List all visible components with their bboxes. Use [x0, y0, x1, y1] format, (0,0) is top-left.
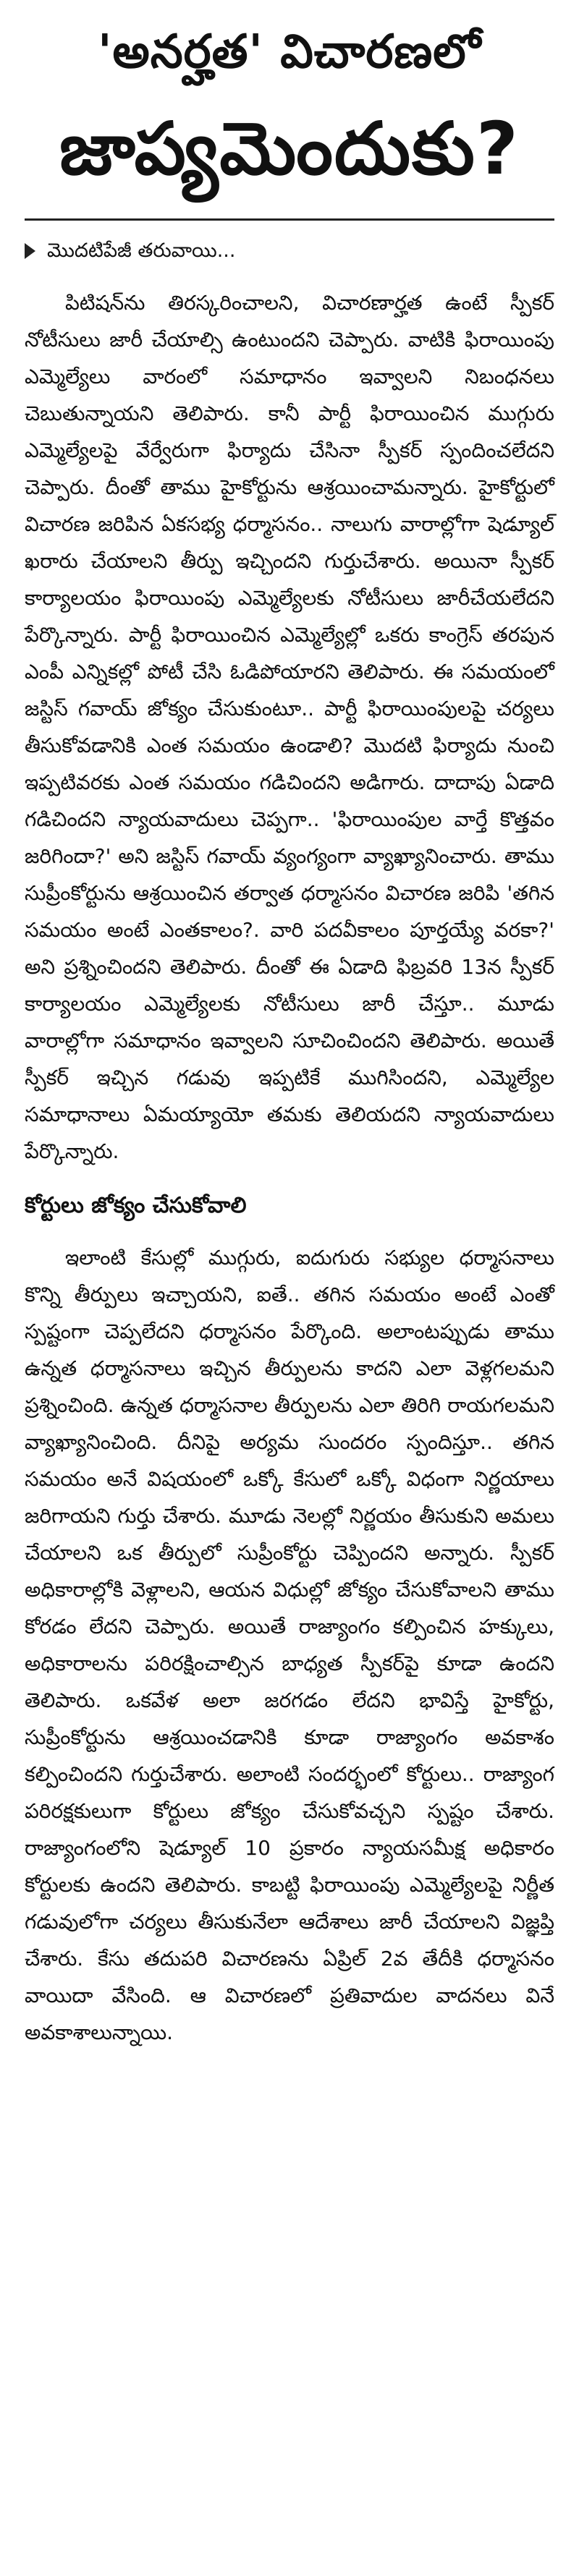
- headline: [25, 13, 554, 207]
- continued-label: మొదటిపేజీ తరువాయి...: [47, 239, 236, 262]
- continued-from-front-page: [25, 237, 554, 265]
- section-heading: కోర్టులు జోక్యం చేసుకోవాలి: [25, 1193, 247, 1218]
- headline-divider: [25, 218, 554, 221]
- arrow-right-icon: [25, 243, 35, 259]
- article-body: [25, 284, 554, 2051]
- article-paragraph: పిటిషన్‌ను తిరస్కరించాలని, విచారణార్హత ఉంటే స్పీకర్ నోటీసులు జారీ చేయాల్సి ఉంటుందని చెప్పారు. వాటికి ఫిరాయింపు ఎమ్మెల్యేలు వారంలో సమాధానం ఇవ్వాలని నిబంధనలు చెబుతున్నాయని తెలిపారు. కానీ పార్టీ ఫిరాయించిన ముగ్గురు ఎమ్మెల్యేలపై వేర్వేరుగా ఫిర్యాదు చేసినా స్పీకర్ స్పందించలేదని చెప్పారు. దీంతో తాము హైకోర్టును ఆశ్రయించామన్నారు. హైకోర్టులో విచారణ జరిపిన ఏకసభ్య ధర్మాసనం.. నాలుగు వారాల్లోగా షెడ్యూల్ ఖరారు చేయాలని తీర్పు ఇచ్చిందని గుర్తుచేశారు. అయినా స్పీకర్ కార్యాలయం ఫిరాయింపు ఎమ్మెల్యేలకు నోటీసులు జారీచేయలేదని పేర్కొన్నారు. పార్టీ ఫిరాయించిన ఎమ్మెల్యేల్లో ఒకరు కాంగ్రెస్ తరపున ఎంపీ ఎన్నికల్లో పోటీ చేసి ఓడిపోయారని తెలిపారు. ఈ సమయంలో జస్టిస్ గవాయ్ జోక్యం చేసుకుంటూ.. పార్టీ ఫిరాయింపులపై చర్యలు తీసుకోవడానికి ఎంత సమయం ఉండాలి? మొదటి ఫిర్యాదు నుంచి ఇప్పటివరకు ఎంత సమయం గడిచిందని అడిగారు. దాదాపు ఏడాది గడిచిందని న్యాయవాదులు చెప్పగా.. 'ఫిరాయింపుల వార్తే కొత్తవం జరిగిందా?' అని జస్టిస్ గవాయ్ వ్యంగ్యంగా వ్యాఖ్యానించారు. తాము సుప్రీంకోర్టును ఆశ్రయించిన తర్వాత ధర్మాసనం విచారణ జరిపి 'తగిన సమయం అంటే ఎంతకాలం?. వారి పదవీకాలం పూర్తయ్యే వరకా?' అని ప్రశ్నించిందని తెలిపారు. దీంతో ఈ ఏడాది ఫిబ్రవరి 13న స్పీకర్ కార్యాలయం ఎమ్మెల్యేలకు నోటీసులు జారీ చేస్తూ.. మూడు వారాల్లోగా సమాధానం ఇవ్వాలని సూచించిందని తెలిపారు. అయితే స్పీకర్ ఇచ్చిన గడువు ఇప్పటికే ముగిసిందని, ఎమ్మెల్యేల సమాధానాలు ఏమయ్యాయో తమకు తెలియదని న్యాయవాదులు పేర్కొన్నారు.: [25, 291, 554, 1163]
- headline-line-2: జాప్యమెందుకు?: [59, 106, 520, 191]
- article-paragraph: ఇలాంటి కేసుల్లో ముగ్గురు, ఐదుగురు సభ్యుల ధర్మాసనాలు కొన్ని తీర్పులు ఇచ్చాయని, ఐతే.. తగిన సమయం అంటే ఎంతో స్పష్టంగా చెప్పలేదని ధర్మాసనం పేర్కొంది. అలాంటప్పుడు తాము ఉన్నత ధర్మాసనాలు ఇచ్చిన తీర్పులను కాదని ఎలా వెళ్లగలమని ప్రశ్నించింది. ఉన్నత ధర్మాసనాల తీర్పులను ఎలా తిరిగి రాయగలమని వ్యాఖ్యానించింది. దీనిపై అర్యమ సుందరం స్పందిస్తూ.. తగిన సమయం అనే విషయంలో ఒక్కో కేసులో ఒక్కో విధంగా నిర్ణయాలు జరిగాయని గుర్తు చేశారు. మూడు నెలల్లో నిర్ణయం తీసుకుని అమలు చేయాలని ఒక తీర్పులో సుప్రీంకోర్టు చెప్పిందని అన్నారు. స్పీకర్ అధికారాల్లోకి వెళ్లాలని, ఆయన విధుల్లో జోక్యం చేసుకోవాలని తాము కోరడం లేదని చెప్పారు. అయితే రాజ్యాంగం కల్పించిన హక్కులు, అధికారాలను పరిరక్షించాల్సిన బాధ్యత స్పీకర్‌పై కూడా ఉందని తెలిపారు. ఒకవేళ అలా జరగడం లేదని భావిస్తే హైకోర్టు, సుప్రీంకోర్టును ఆశ్రయించడానికి కూడా రాజ్యాంగం అవకాశం కల్పించిందని గుర్తుచేశారు. అలాంటి సందర్భంలో కోర్టులు.. రాజ్యాంగ పరిరక్షకులుగా కోర్టులు జోక్యం చేసుకోవచ్చని స్పష్టం చేశారు. రాజ్యాంగంలోని షెడ్యూల్ 10 ప్రకారం న్యాయసమీక్ష అధికారం కోర్టులకు ఉందని తెలిపారు. కాబట్టి ఫిరాయింపు ఎమ్మెల్యేలపై నిర్ణీత గడువులోగా చర్యలు తీసుకునేలా ఆదేశాలు జారీ చేయాలని విజ్ఞప్తి చేశారు. కేసు తదుపరి విచారణను ఏప్రిల్ 2వ తేదీకి ధర్మాసనం వాయిదా వేసింది. ఆ విచారణలో ప్రతివాదుల వాదనలు వినే అవకాశాలున్నాయి.: [25, 1246, 554, 2044]
- headline-line-1: 'అనర్హత' విచారణలో: [97, 25, 482, 79]
